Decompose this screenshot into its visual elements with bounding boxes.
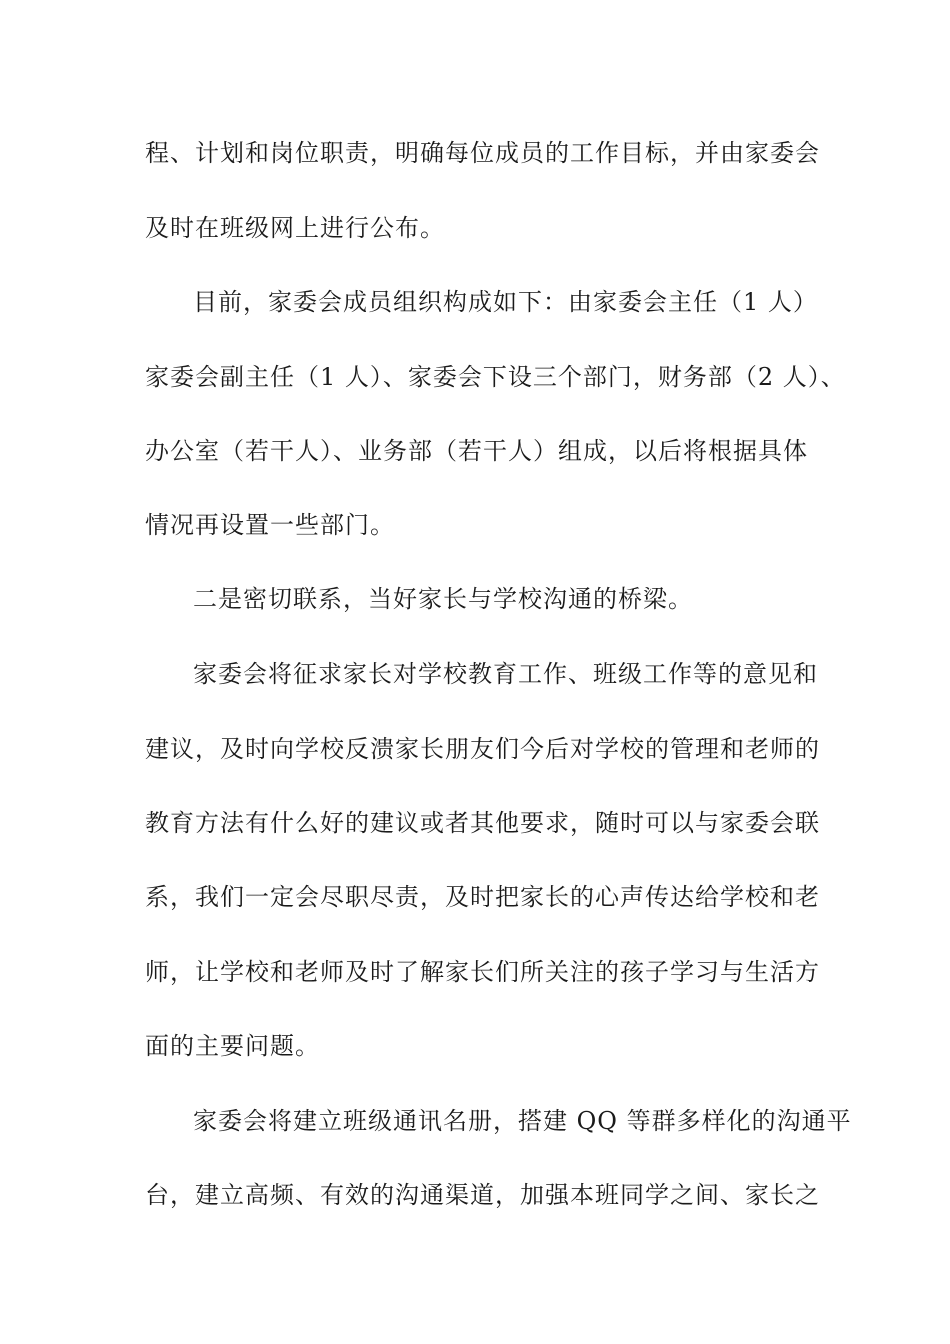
text-line: 程、计划和岗位职责，明确每位成员的工作目标，并由家委会 (145, 139, 820, 167)
text-line: 建议，及时向学校反溃家长朋友们今后对学校的管理和老师的 (145, 735, 820, 763)
paragraph-first-line: 家委会将建立班级通讯名册，搭建 QQ 等群多样化的沟通平 (193, 1107, 852, 1135)
text-line: 系，我们一定会尽职尽责，及时把家长的心声传达给学校和老 (145, 883, 820, 911)
text-line: 台，建立高频、有效的沟通渠道，加强本班同学之间、家长之 (145, 1181, 820, 1209)
text-line: 办公室（若干人）、业务部（若干人）组成，以后将根据具体 (145, 437, 808, 465)
text-line: 教育方法有什么好的建议或者其他要求，随时可以与家委会联 (145, 809, 820, 837)
text-line: 师，让学校和老师及时了解家长们所关注的孩子学习与生活方 (145, 958, 820, 986)
text-line: 面的主要问题。 (145, 1032, 320, 1060)
text-line: 及时在班级网上进行公布。 (145, 214, 445, 242)
text-line: 家委会副主任（1 人）、家委会下设三个部门，财务部（2 人）、 (145, 363, 846, 391)
text-line: 情况再设置一些部门。 (145, 511, 395, 539)
paragraph-first-line: 目前，家委会成员组织构成如下：由家委会主任（1 人） (193, 288, 818, 316)
paragraph-first-line: 家委会将征求家长对学校教育工作、班级工作等的意见和 (193, 660, 818, 688)
section-heading: 二是密切联系，当好家长与学校沟通的桥梁。 (193, 585, 693, 613)
